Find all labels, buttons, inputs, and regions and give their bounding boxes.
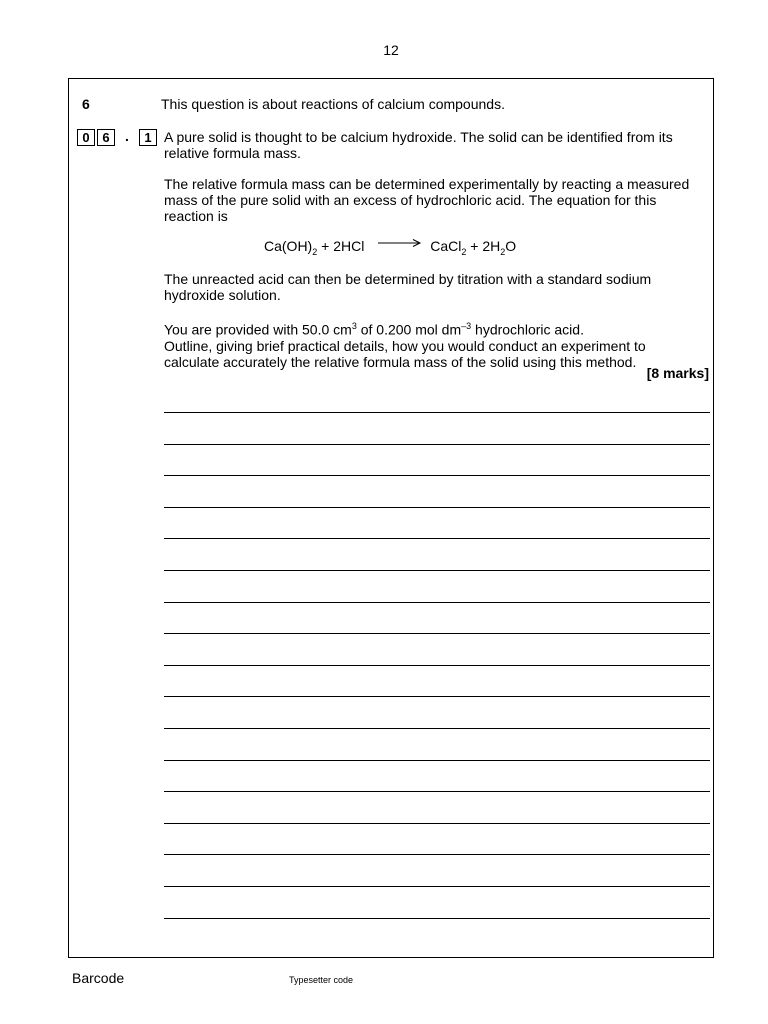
answer-line[interactable] [164, 570, 710, 571]
answer-line[interactable] [164, 665, 710, 666]
paragraph-3-line-2: hydroxide solution. [164, 287, 281, 303]
paragraph-4 [164, 318, 712, 370]
marks-label: [8 marks] [646, 365, 709, 381]
paragraph-1-line-1: A pure solid is thought to be calcium hydroxide. The solid can be identified from its [164, 129, 673, 145]
paragraph-1-line-2: relative formula mass. [164, 145, 301, 161]
answer-line[interactable] [164, 475, 710, 476]
answer-line[interactable] [164, 507, 710, 508]
reaction-arrow-icon [378, 239, 422, 247]
paragraph-3-line-1: The unreacted acid can then be determined by titration with a standard sodium [164, 271, 652, 287]
paragraph-2-line-2: mass of the pure solid with an excess of hydrochloric acid. The equation for this [164, 192, 657, 208]
paragraph-3 [164, 271, 712, 303]
paragraph-2-line-1: The relative formula mass can be determined experimentally by reacting a measured [164, 176, 690, 192]
answer-line[interactable] [164, 696, 710, 697]
part-number-box-1: 0 [77, 129, 95, 146]
paragraph-4-line-2: Outline, giving brief practical details, how you would conduct an experiment to [164, 337, 646, 354]
paragraph-4-text-b: of 0.200 mol dm [356, 321, 462, 338]
answer-line[interactable] [164, 412, 710, 413]
eq-product-1: CaCl [430, 238, 462, 254]
paragraph-4-text-c: hydrochloric acid. [471, 321, 584, 338]
answer-line[interactable] [164, 760, 710, 761]
part-number-box-3: 1 [139, 129, 157, 146]
part-number-separator: . [125, 128, 129, 144]
eq-reactant-1: Ca(OH) [264, 238, 313, 254]
paragraph-4-sup-2: –3 [461, 321, 472, 331]
answer-line[interactable] [164, 728, 710, 729]
eq-product-2-end: O [505, 238, 517, 254]
eq-product-2-subscript: 2 [500, 246, 506, 257]
paragraph-4-sup-1: 3 [351, 321, 357, 331]
paragraph-4-line-3: calculate accurately the relative formula mass of the solid using this method. [164, 353, 637, 370]
answer-line[interactable] [164, 633, 710, 634]
paragraph-4-line-1 [164, 318, 712, 338]
typesetter-code-label: Typesetter code [289, 975, 354, 985]
paragraph-4-text-a: You are provided with 50.0 cm [164, 321, 352, 338]
answer-line[interactable] [164, 918, 710, 919]
paragraph-2-line-3: reaction is [164, 208, 228, 224]
eq-reactant-1-subscript: 2 [312, 246, 318, 257]
paragraph-2 [164, 176, 712, 224]
part-number-box-2: 6 [97, 129, 115, 146]
paragraph-1 [164, 129, 712, 161]
answer-line[interactable] [164, 854, 710, 855]
answer-line[interactable] [164, 444, 710, 445]
answer-line[interactable] [164, 886, 710, 887]
answer-line[interactable] [164, 823, 710, 824]
eq-product-1-subscript: 2 [461, 246, 467, 257]
question-intro: This question is about reactions of calcium compounds. [161, 96, 505, 112]
barcode-label: Barcode [72, 970, 125, 986]
chemical-equation [264, 238, 516, 257]
page-number: 12 [383, 42, 399, 58]
question-number: 6 [82, 96, 90, 112]
eq-product-2: + 2H [466, 238, 501, 254]
answer-line[interactable] [164, 791, 710, 792]
answer-line[interactable] [164, 602, 710, 603]
answer-line[interactable] [164, 538, 710, 539]
eq-reactant-2: + 2HCl [317, 238, 365, 254]
